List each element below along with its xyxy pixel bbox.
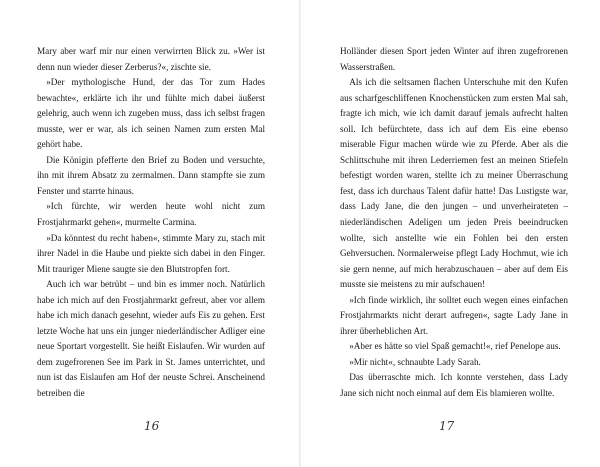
paragraph: Mary aber warf mir nur einen verwirrten Blick zu. »Wer ist denn nun wieder dieser Zerberus?«, zischte sie. [37,46,265,72]
paragraph: »Aber es hätte so viel Spaß gemacht!«, rief Penelope aus. [349,341,561,352]
paragraph: »Da könntest du recht haben«, stimmte Mary zu, stach mit ihrer Nadel in die Haube und piekte sich dabei in den Finger. Mit trauriger Miene saugte sie den Blutstropfen fort. [37,232,265,274]
paragraph: »Mir nicht«, schnaubte Lady Sarah. [349,356,481,367]
paragraph: »Der mythologische Hund, der das Tor zum Hades bewachte«, erklärte ich ihr und fühlte mich dabei äußerst gelehrig, auch wenn ich zugeben muss, dass ich selbst fragen musste, wer er war, als ich seinen Namen zum ersten Mal gehört habe. [37,77,265,150]
paragraph: Auch ich war betrübt – und bin es immer noch. Natürlich habe ich mich auf den Frostjahrmarkt gefreut, aber vor allem habe ich mich danach gesehnt, wieder aufs Eis zu gehen. Erst letzte Woche hat uns ein junger niederländischer Adliger eine neue Sportart vorgestellt. Sie heißt Eislaufen. Wir wurden auf dem zugefrorenen See im Park in St. James unterrichtet, und nun ist das Eislaufen am Hof der neuste Schrei. Anscheinend betreiben die [37,279,265,399]
paragraph: »Ich fürchte, wir werden heute wohl nicht zum Frostjahrmarkt gehen«, murmelte Carmina. [37,201,265,228]
page-number-right: 17 [439,419,455,433]
page-number-left: 16 [144,419,160,433]
left-page-text [37,44,265,402]
paragraph: Die Königin pfefferte den Brief zu Boden und versuchte, ihn mit ihrem Absatz zu zermalmen. Dann stampfte sie zum Fenster und starrte hinaus. [37,154,265,196]
paragraph: Als ich die seltsamen flachen Unterschuhe mit den Kufen aus scharfgeschliffenen Knochenstücken zum ersten Mal sah, fragte ich mich, wie ich damit darauf jemals aufrecht halten soll. Ich befürchtete, dass ich auf dem Eis eine ebenso miserable Figur machen würde wie zu Pferde. Aber als die Schlittschuhe mit ihren Lederriemen fest an meinen Stiefeln befestigt worden waren, stellte ich zu meiner Überraschung fest, dass ich durchaus Talent dafür hatte! Das Lustigste war, dass Lady Jane, die den jungen – und unverheirateten – niederländischen Adeligen um jeden Preis beeindrucken wollte, sich anstellte wie ein Fohlen bei den ersten Gehversuchen. Normalerweise pflegt Lady Hochmut, wie ich sie gern nenne, auf mich herabzuschauen – aber auf dem Eis musste sie meistens zu mir aufschauen! [340,77,568,290]
paragraph: »Ich finde wirklich, ihr solltet euch wegen eines einfachen Frostjahrmarkts nicht derart aufregen«, sagte Lady Jane in ihrer überheblichen Art. [340,294,568,336]
right-page [300,0,600,467]
right-page-text [340,44,568,402]
paragraph: Das überraschte mich. Ich konnte verstehen, dass Lady Jane sich nicht noch einmal auf dem Eis blamieren wollte. [340,372,568,399]
paragraph: Holländer diesen Sport jeden Winter auf ihren zugefrorenen Wasserstraßen. [340,46,568,72]
